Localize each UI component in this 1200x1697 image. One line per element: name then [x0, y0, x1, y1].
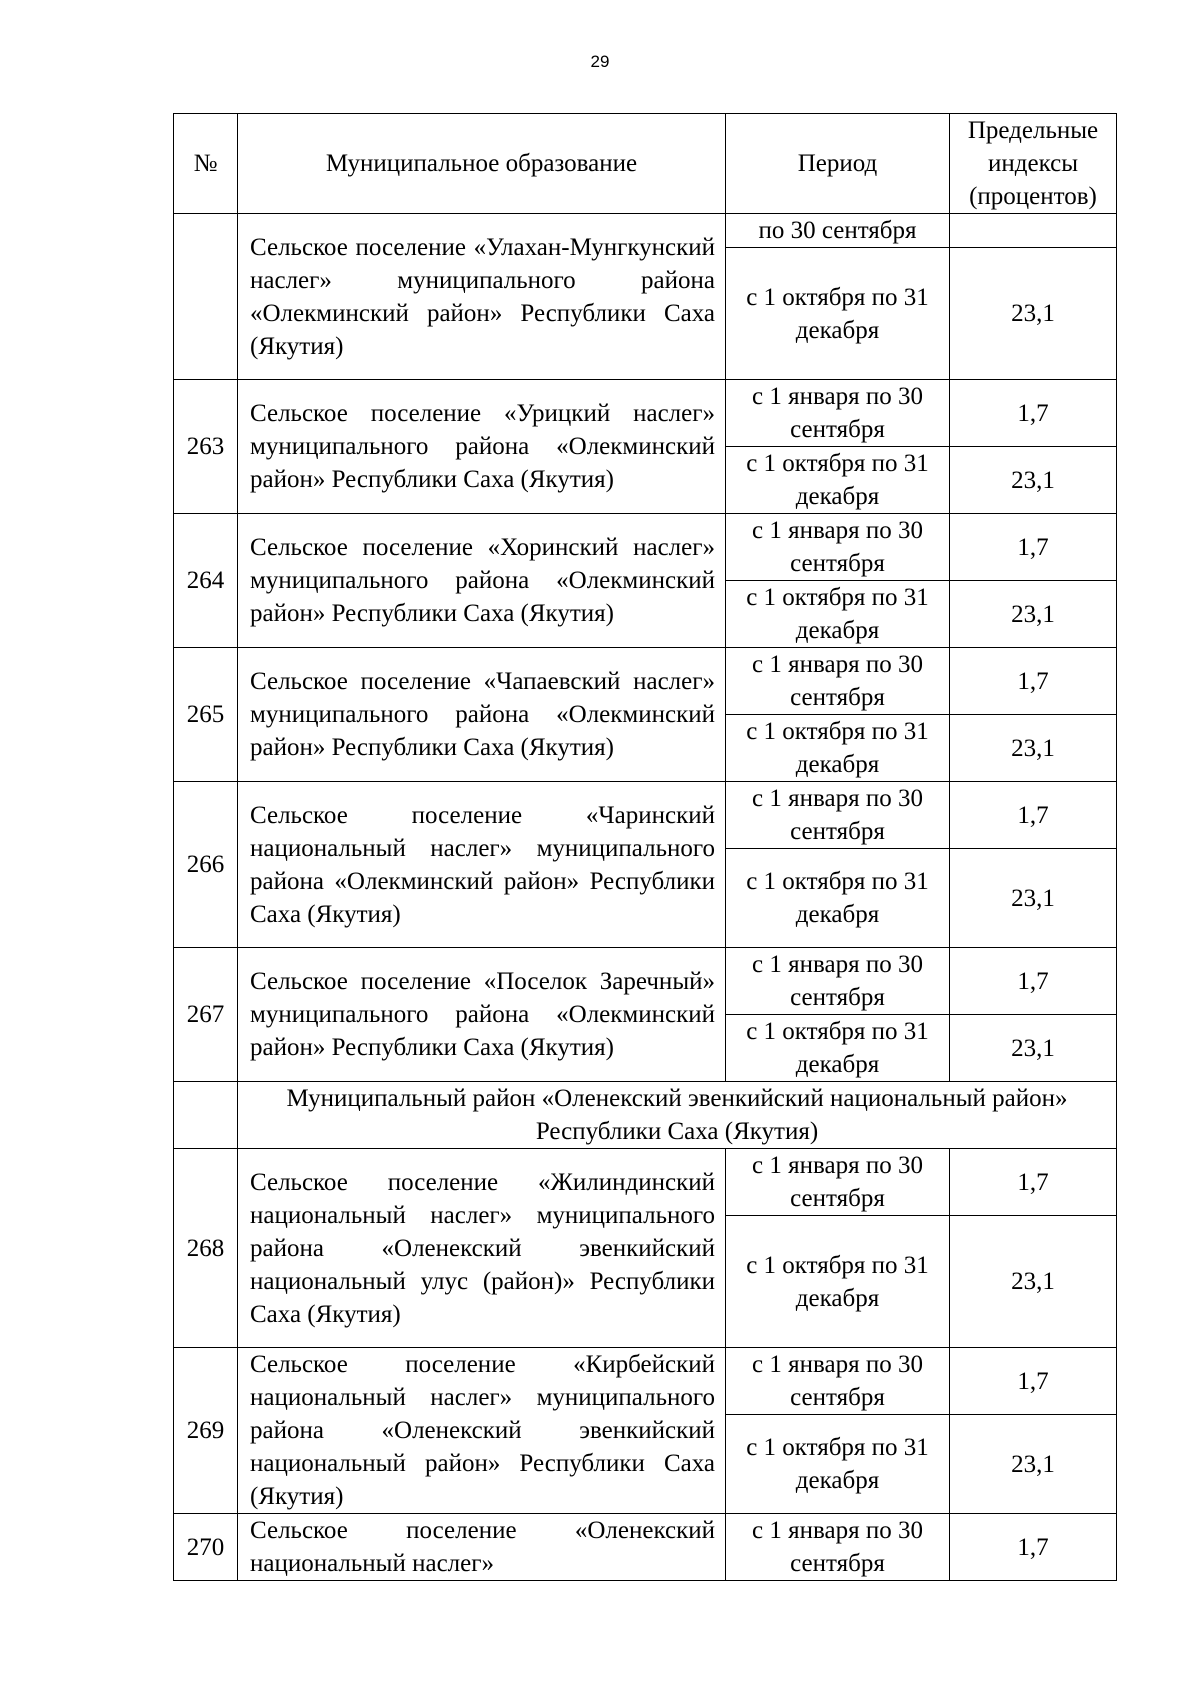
row-index: 1,7: [950, 380, 1117, 447]
table-header-row: [174, 114, 1117, 214]
row-index: 1,7: [950, 514, 1117, 581]
row-period: с 1 октября по 31 декабря: [726, 1216, 950, 1348]
row-num: 268: [174, 1149, 238, 1348]
region-header-row: [174, 1082, 1117, 1149]
row-period: с 1 января по 30 сентября: [726, 1514, 950, 1581]
row-period: с 1 января по 30 сентября: [726, 782, 950, 849]
row-num: 270: [174, 1514, 238, 1581]
row-index: 1,7: [950, 1514, 1117, 1581]
row-num: 265: [174, 648, 238, 782]
row-period: с 1 октября по 31 декабря: [726, 1415, 950, 1514]
row-index: 1,7: [950, 782, 1117, 849]
row-municipality: Сельское поселение «Урицкий наслег» муниципального района «Олекминский район» Республики Саха (Якутия): [238, 380, 726, 514]
row-municipality: Сельское поселение «Поселок Заречный» муниципального района «Олекминский район» Республики Саха (Якутия): [238, 948, 726, 1082]
row-index: 23,1: [950, 447, 1117, 514]
table-row: [174, 380, 1117, 447]
header-index: Предельные индексы (процентов): [950, 114, 1117, 214]
table-row: [174, 514, 1117, 581]
header-municipality: Муниципальное образование: [238, 114, 726, 214]
row-period: с 1 октября по 31 декабря: [726, 248, 950, 380]
row-num: 263: [174, 380, 238, 514]
row-municipality: Сельское поселение «Чаринский национальный наслег» муниципального района «Олекминский район» Республики Саха (Якутия): [238, 782, 726, 948]
row-num: 264: [174, 514, 238, 648]
row-index: [950, 214, 1117, 248]
row-index: 1,7: [950, 1149, 1117, 1216]
row-municipality: Сельское поселение «Чапаевский наслег» муниципального района «Олекминский район» Республики Саха (Якутия): [238, 648, 726, 782]
tariff-index-table: [173, 113, 1117, 1581]
row-index: 23,1: [950, 1015, 1117, 1082]
row-period: с 1 января по 30 сентября: [726, 948, 950, 1015]
region-header-num: [174, 1082, 238, 1149]
header-num: №: [174, 114, 238, 214]
row-period: с 1 января по 30 сентября: [726, 1149, 950, 1216]
row-municipality: Сельское поселение «Хоринский наслег» муниципального района «Олекминский район» Республики Саха (Якутия): [238, 514, 726, 648]
row-index: 23,1: [950, 849, 1117, 948]
row-municipality: Сельское поселение «Кирбейский национальный наслег» муниципального района «Оленекский эвенкийский национальный район» Республики Саха (Якутия): [238, 1348, 726, 1514]
page-number: 29: [590, 52, 610, 71]
header-period: Период: [726, 114, 950, 214]
row-index: 1,7: [950, 648, 1117, 715]
row-period: по 30 сентября: [726, 214, 950, 248]
row-municipality: Сельское поселение «Жилиндинский национальный наслег» муниципального района «Оленекский эвенкийский национальный улус (район)» Республики Саха (Якутия): [238, 1149, 726, 1348]
region-header: Муниципальный район «Оленекский эвенкийский национальный район» Республики Саха (Якутия): [238, 1082, 1117, 1149]
row-period: с 1 января по 30 сентября: [726, 380, 950, 447]
row-index: 23,1: [950, 581, 1117, 648]
row-period: с 1 октября по 31 декабря: [726, 849, 950, 948]
table-row: [174, 1149, 1117, 1216]
table-row: [174, 648, 1117, 715]
table-row: [174, 214, 1117, 248]
row-period: с 1 октября по 31 декабря: [726, 581, 950, 648]
table-row: [174, 1514, 1117, 1581]
row-index: 23,1: [950, 715, 1117, 782]
table-row: [174, 782, 1117, 849]
row-index: 23,1: [950, 248, 1117, 380]
row-municipality: Сельское поселение «Улахан-Мунгкунский наслег» муниципального района «Олекминский район» Республики Саха (Якутия): [238, 214, 726, 380]
row-municipality: Сельское поселение «Оленекский национальный наслег»: [238, 1514, 726, 1581]
row-index: 1,7: [950, 1348, 1117, 1415]
row-num: 266: [174, 782, 238, 948]
row-period: с 1 января по 30 сентября: [726, 514, 950, 581]
row-num: 267: [174, 948, 238, 1082]
row-period: с 1 октября по 31 декабря: [726, 1015, 950, 1082]
table-row: [174, 948, 1117, 1015]
row-period: с 1 октября по 31 декабря: [726, 715, 950, 782]
row-period: с 1 января по 30 сентября: [726, 648, 950, 715]
table-row: [174, 1348, 1117, 1415]
row-index: 23,1: [950, 1415, 1117, 1514]
row-period: с 1 января по 30 сентября: [726, 1348, 950, 1415]
row-period: с 1 октября по 31 декабря: [726, 447, 950, 514]
row-num: 269: [174, 1348, 238, 1514]
row-num: [174, 214, 238, 380]
row-index: 23,1: [950, 1216, 1117, 1348]
row-index: 1,7: [950, 948, 1117, 1015]
